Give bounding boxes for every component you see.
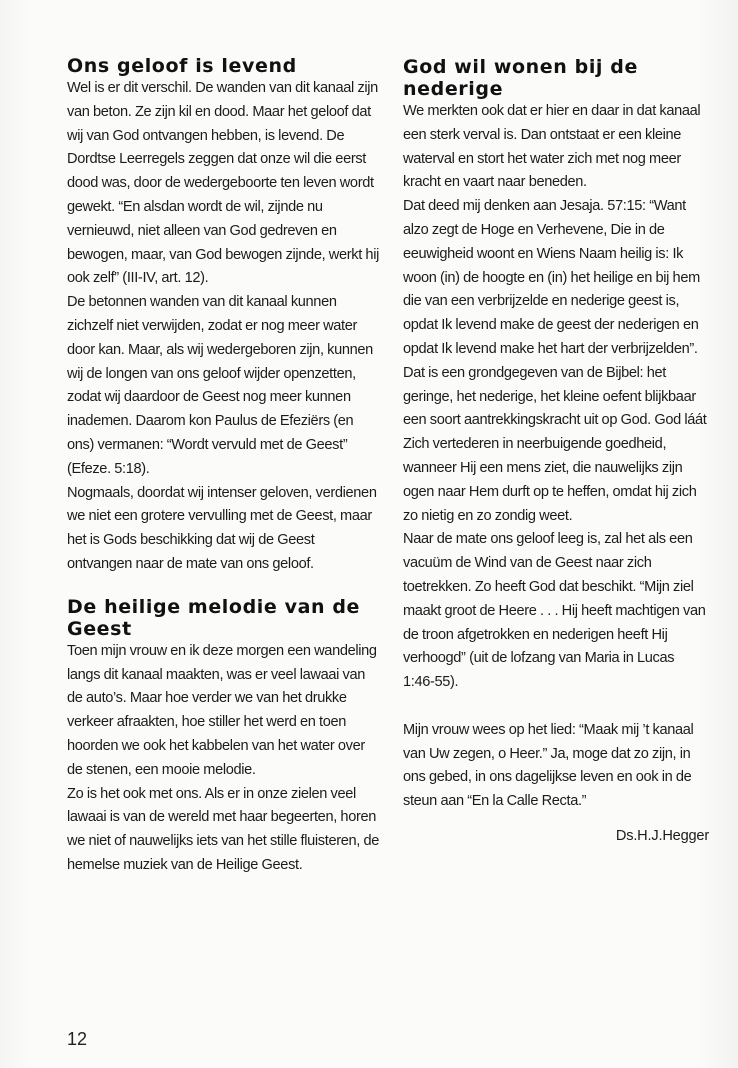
- heading-ons-geloof-is-levend: Ons geloof is levend: [67, 55, 297, 77]
- right-column: [403, 52, 709, 844]
- heading-god-wil-wonen: God wil wonen bij de nederige: [403, 56, 638, 100]
- author-signature: Ds.H.J.Hegger: [615, 827, 709, 844]
- paragraph: Mijn vrouw wees op het lied: “Maak mij ’t kanaal van Uw zegen, o Heer.” Ja, moge dat zo zijn, in ons gebed, in ons dagelijkse leven en ook in de steun aan “En la Calle Recta.”: [403, 721, 694, 810]
- paragraph: Dat is een grondgegeven van de Bijbel: het geringe, het nederige, het kleine oefent blijkbaar een soort aantrekkingskracht uit op God. God láát Zich vertederen in neerbuigende goedheid, wanneer Hij een mens ziet, die nauwelijks zijn ogen naar Hem durft op te heffen, omdat hij zich zo nietig en zo zondig weet.: [403, 364, 707, 524]
- paragraph: De betonnen wanden van dit kanaal kunnen zichzelf niet verwijden, zodat er nog meer water door kan. Maar, als wij wedergeboren zijn, kunnen wij de longen van ons geloof wijder openzetten, zodat wij daardoor de Geest nog meer kunnen inademen. Daarom kon Paulus de Efeziërs (en ons) vermanen: “Wordt vervuld met de Geest” (Efeze. 5:18).: [67, 294, 373, 477]
- left-column: [67, 52, 379, 878]
- paragraph: We merkten ook dat er hier en daar in dat kanaal een sterk verval is. Dan ontstaat er een kleine waterval en stort het water zich met nog meer kracht en vaart naar beneden.: [403, 103, 701, 191]
- paragraph: Dat deed mij denken aan Jesaja. 57:15: “Want alzo zegt de Hoge en Verhevene, Die in de eeuwigheid woont en Wiens Naam heilig is: Ik woon (in) de hoogte en (in) het heilige en bij hem die van een verbrijzelde en nederige geest is, opdat Ik levend make de geest der nederigen en opdat Ik levend make het hart der verbrijzelden”.: [403, 198, 700, 357]
- heading-de-heilige-melodie: De heilige melodie van de Geest: [67, 595, 361, 640]
- paragraph: Naar de mate ons geloof leeg is, zal het als een vacuüm de Wind van de Geest naar zich toetrekken. Zo heeft God dat beschikt. “Mijn ziel maakt groot de Heere . . . Hij heeft machtigen van de troon afgetrokken en nederigen heeft Hij verhoogd” (uit de lofzang van Maria in Lucas 1:46-55).: [403, 531, 706, 691]
- paragraph: Nogmaals, doordat wij intenser geloven, verdienen we niet een grotere vervulling met de Geest, maar het is Gods beschikking dat wij de Geest ontvangen naar de mate van ons geloof.: [67, 484, 377, 572]
- paragraph: Wel is er dit verschil. De wanden van dit kanaal zijn van beton. Ze zijn kil en dood. Maar het geloof dat wij van God ontvangen hebben, is levend. De Dordtse Leerregels zeggen dat onze wil die eerst dood was, door de wedergeboorte ten leven wordt gewekt. “En alsdan wordt de wil, zijnde nu vernieuwd, niet alleen van God gedreven en bewogen, maar, van God bewogen zijnde, werkt hij ook zelf” (III-IV, art. 12).: [67, 80, 379, 287]
- paragraph: Toen mijn vrouw en ik deze morgen een wandeling langs dit kanaal maakten, was er veel lawaai van de auto’s. Maar hoe verder we van het drukke verkeer afraakten, hoe stiller het werd en toen hoorden we ook het kabbelen van het water over de stenen, een mooie melodie.: [67, 642, 377, 778]
- paragraph: Zo is het ook met ons. Als er in onze zielen veel lawaai is van de wereld met haar begeerten, horen we niet of nauwelijks iets van het stille fluisteren, de hemelse muziek van de Heilige Geest.: [67, 785, 379, 873]
- page-number: 12: [67, 1029, 88, 1049]
